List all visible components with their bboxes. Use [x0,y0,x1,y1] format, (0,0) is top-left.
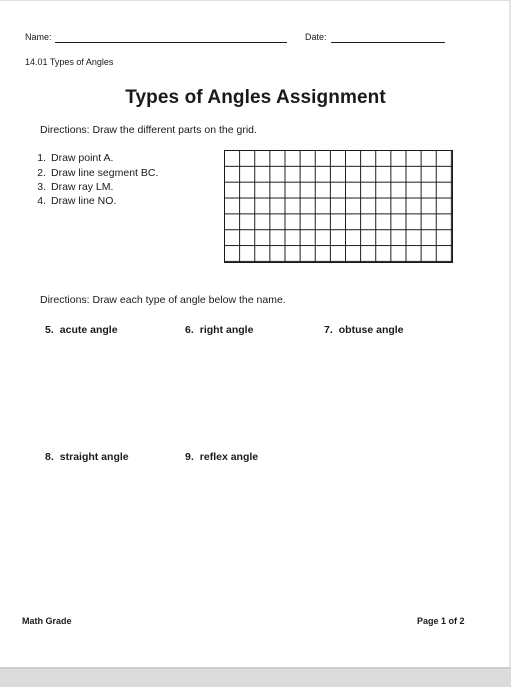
angle-item-number: 5. [45,324,54,336]
viewer-bottom-bar [0,667,511,687]
name-label: Name: [25,32,52,42]
section2-directions: Directions: Draw each type of angle below the name. [40,294,286,306]
date-label: Date: [305,32,327,42]
angle-item-straight [45,451,129,463]
date-line [331,42,445,43]
angle-item-label: reflex angle [199,451,259,463]
course-code: 14.01 Types of Angles [25,57,114,67]
angle-item-acute [45,324,118,336]
list-item [30,167,158,179]
drawing-grid[interactable] [224,150,453,263]
list-item [30,152,113,164]
section1-directions: Directions: Draw the different parts on the grid. [40,124,257,136]
list-item-number: 2. [37,167,46,179]
name-line [55,42,287,43]
angle-item-label: acute angle [59,324,118,336]
angle-item-right [185,324,253,336]
list-item-text: Draw ray LM. [51,181,114,193]
angle-item-reflex [185,451,258,463]
angle-item-number: 7. [324,324,333,336]
list-item-text: Draw point A. [51,152,114,164]
list-item-number: 4. [37,195,46,207]
list-item-number: 1. [37,152,46,164]
list-item [30,181,113,193]
angle-item-label: obtuse angle [338,324,404,336]
list-item-text: Draw line segment BC. [51,167,159,179]
angle-item-obtuse [324,324,404,336]
list-item-number: 3. [37,181,46,193]
footer-left: Math Grade [22,616,72,626]
angle-item-number: 6. [185,324,194,336]
list-item [30,195,116,207]
angle-item-number: 9. [185,451,194,463]
page-title: Types of Angles Assignment [125,87,386,108]
footer-page-number: Page 1 of 2 [417,616,465,626]
angle-item-number: 8. [45,451,54,463]
angle-item-label: right angle [199,324,254,336]
list-item-text: Draw line NO. [51,195,117,207]
angle-item-label: straight angle [59,451,129,463]
